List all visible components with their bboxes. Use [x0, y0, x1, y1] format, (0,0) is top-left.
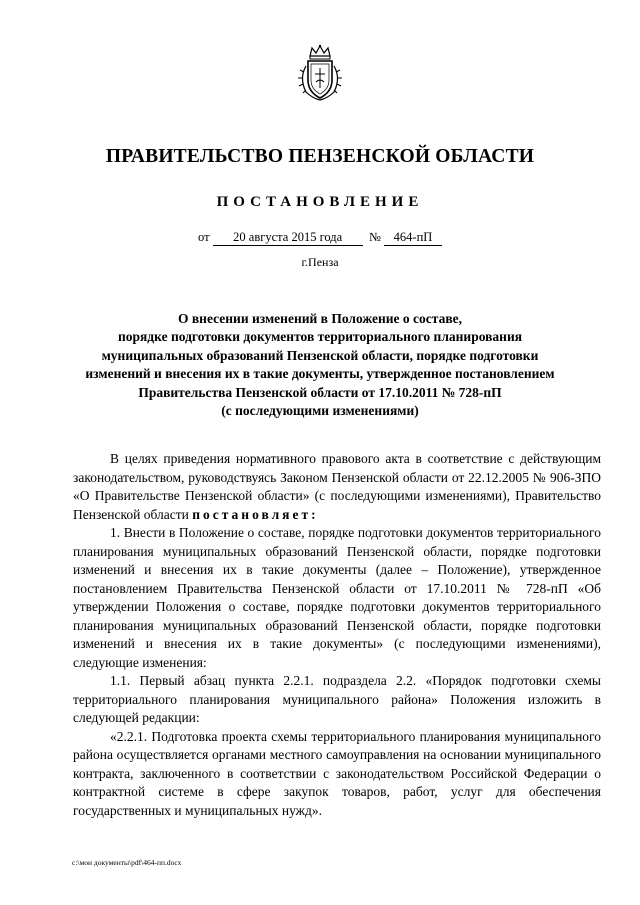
decides-word: постановляет: [192, 506, 319, 522]
decree-body [73, 450, 601, 820]
date-line [0, 230, 640, 246]
body-paragraph: 1. Внести в Положение о составе, порядке подготовки документов территориального планирования муниципальных образований Пензенской области, порядке подготовки изменений и внесения их в такие документы (далее – Положение), утвержденное постановлением Правительства Пензенской области от 17.10.2011 № 728-пП «Об утверждении Положения о составе, порядке подготовки документов территориального планирования муниципальных образований Пензенской области, порядке подготовки изменений и внесения их в такие документы» (с последующими изменениями), следующие изменения: [73, 525, 601, 670]
body-paragraph: «2.2.1. Подготовка проекта схемы территориального планирования муниципального района осуществляется органами местного самоуправления на основании муниципального контракта, заключенного в соответствии с законодательством Российской Федерации о контрактной системе в сфере закупок товаров, работ, услуг для обеспечения государственных и муниципальных нужд». [73, 728, 601, 818]
decree-subject [60, 310, 580, 420]
subject-line: Правительства Пензенской области от 17.10.2011 № 728-пП [138, 384, 502, 400]
government-title: ПРАВИТЕЛЬСТВО ПЕНЗЕНСКОЙ ОБЛАСТИ [105, 146, 535, 167]
body-paragraph: 1.1. Первый абзац пункта 2.2.1. подраздела 2.2. «Порядок подготовки схемы территориального планирования муниципального района» Положения изложить в следующей редакции: [73, 673, 601, 725]
subject-line: изменений и внесения их в такие документы, утвержденное постановлением [85, 366, 555, 382]
subject-line: (с последующими изменениями) [221, 403, 419, 419]
decree-number: 464-пП [384, 230, 442, 246]
date-from-label: от [198, 230, 210, 244]
preamble-paragraph [73, 450, 601, 524]
decree-type: ПОСТАНОВЛЕНИЕ [216, 194, 424, 210]
file-path-footer: c:\мои документы\pdf\464-пп.docx [72, 858, 182, 867]
subject-line: муниципальных образований Пензенской области, порядке подготовки [101, 347, 539, 363]
decree-date: 20 августа 2015 года [213, 230, 363, 246]
penza-coat-of-arms-icon [296, 44, 344, 102]
subject-line: О внесении изменений в Положение о составе, [178, 311, 462, 326]
subject-line: порядке подготовки документов территориального планирования [117, 329, 523, 345]
number-label: № [368, 230, 381, 244]
preamble-text: В целях приведения нормативного правового акта в соответствие с действующим законодательством, руководствуясь Законом Пензенской области от 22.12.2005 № 906-ЗПО «О Правительстве Пензенской области» (с последующими изменениями), Правительство Пензенской области [73, 451, 601, 522]
city: г.Пенза [301, 255, 339, 269]
